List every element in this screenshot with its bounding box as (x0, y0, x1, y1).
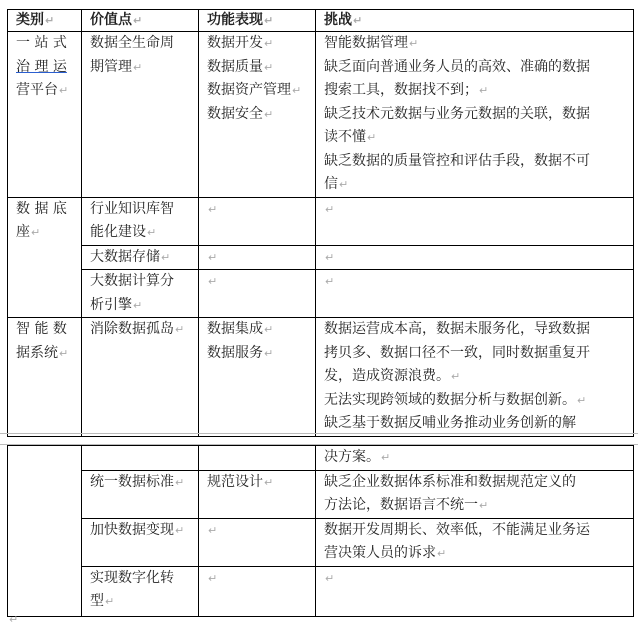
features-cell (199, 318, 316, 437)
cell-line: 数据运营成本高，数据未服务化，导致数据 (324, 321, 590, 337)
cell-line: 型 ↵ (90, 590, 190, 614)
cell-line: 数 据 底 (16, 200, 67, 217)
value-cell (82, 470, 199, 518)
page-break (0, 433, 638, 445)
cell-line: 能化建设 ↵ (90, 221, 190, 245)
challenges-cell (316, 318, 634, 437)
value-cell (82, 245, 199, 270)
table-row (8, 270, 634, 318)
header-category: 类别 ↵ (16, 12, 54, 28)
cell-line: 缺乏基于数据反哺业务推动业务创新的解 (324, 415, 576, 431)
value-cell (82, 566, 199, 616)
value-cell (82, 270, 199, 318)
cell-line: 信 ↵ (324, 173, 625, 197)
table-row (8, 470, 634, 518)
table-row (8, 446, 634, 471)
features-cell (199, 470, 316, 518)
cell-line: 智能数据管理 ↵ (324, 32, 625, 56)
header-value: 价值点 ↵ (90, 12, 142, 28)
challenges-cell (316, 446, 634, 471)
table-row (8, 518, 634, 566)
value-cell (82, 446, 199, 471)
features-cell (199, 518, 316, 566)
data-governance-table (7, 9, 634, 437)
challenges-cell (316, 245, 634, 270)
category-cell (8, 318, 82, 437)
cell-line: 方法论，数据语言不统一 ↵ (324, 494, 625, 518)
features-cell (199, 566, 316, 616)
cell-line: 治 理 运 (16, 58, 67, 75)
cell-line: 大数据存储 ↵ (90, 246, 190, 270)
features-cell (199, 245, 316, 270)
cell-line: 数据安全 ↵ (207, 103, 307, 127)
cell-line: 数据服务 ↵ (207, 342, 307, 366)
cell-line: 缺乏企业数据体系标准和数据规范定义的 (324, 473, 576, 490)
value-cell (82, 318, 199, 437)
cell-line: 期管理 ↵ (90, 56, 190, 80)
cell-line: 数据开发 ↵ (207, 32, 307, 56)
challenges-cell (316, 197, 634, 245)
cell-line: 数据全生命周 (90, 35, 174, 51)
cell-line: 消除数据孤岛 ↵ (90, 318, 190, 342)
category-cell (8, 197, 82, 318)
cell-line: 营平台 ↵ (16, 79, 73, 103)
cell-line: 行业知识库智 (90, 200, 174, 217)
cell-line: 缺乏技术元数据与业务元数据的关联，数据 (324, 105, 590, 122)
table-row (8, 197, 634, 245)
cell-line: 营决策人员的诉求 ↵ (324, 542, 625, 566)
features-cell (199, 197, 316, 245)
paragraph-mark: ↵ (9, 613, 19, 626)
cell-line: 数据资产管理 ↵ (207, 79, 307, 103)
challenges-cell (316, 32, 634, 198)
features-cell (199, 32, 316, 198)
category-cell (8, 32, 82, 198)
cell-line: 析引擎 ↵ (90, 294, 190, 318)
header-challenges: 挑战 ↵ (324, 12, 362, 28)
challenges-cell (316, 270, 634, 318)
cell-line: 一 站 式 (16, 35, 67, 51)
cell-line: 智 能 数 (16, 321, 67, 337)
cell-line: 统一数据标准 ↵ (90, 471, 190, 495)
value-cell (82, 197, 199, 245)
cell-line: 缺乏数据的质量管控和评估手段，数据不可 (324, 152, 590, 169)
cell-line: 规范设计 ↵ (207, 471, 307, 495)
cell-line: 数据质量 ↵ (207, 56, 307, 80)
features-cell (199, 446, 316, 471)
cell-line: 读不懂 ↵ (324, 126, 625, 150)
challenges-cell (316, 470, 634, 518)
cell-line: 实现数字化转 (90, 569, 174, 586)
cell-line: 发，造成资源浪费。 ↵ (324, 365, 625, 389)
cell-line: 数据集成 ↵ (207, 318, 307, 342)
cell-line: 缺乏面向普通业务人员的高效、准确的数据 (324, 58, 590, 75)
header-features: 功能表现 ↵ (207, 12, 273, 28)
challenges-cell (316, 518, 634, 566)
cell-line: 决方案。 ↵ (324, 446, 625, 470)
table-row (8, 318, 634, 437)
cell-line: 无法实现跨领域的数据分析与数据创新。 ↵ (324, 389, 625, 413)
cell-line: 拷贝多、数据口径不一致，同时数据重复开 (324, 344, 590, 361)
cell-line: 据系统 ↵ (16, 342, 73, 366)
table-row (8, 245, 634, 270)
table-header-row (8, 10, 634, 32)
cell-line: 搜索工具，数据找不到； ↵ (324, 79, 625, 103)
data-governance-table-continued (7, 445, 634, 617)
table-row (8, 32, 634, 198)
cell-line: 数据开发周期长、效率低，不能满足业务运 (324, 521, 590, 538)
cell-line: 加快数据变现 ↵ (90, 519, 190, 543)
features-cell (199, 270, 316, 318)
cell-line: 座 ↵ (16, 221, 73, 245)
category-cell (8, 446, 82, 617)
cell-line: 大数据计算分 (90, 273, 174, 289)
value-cell (82, 32, 199, 198)
value-cell (82, 518, 199, 566)
challenges-cell (316, 566, 634, 616)
table-row (8, 566, 634, 616)
